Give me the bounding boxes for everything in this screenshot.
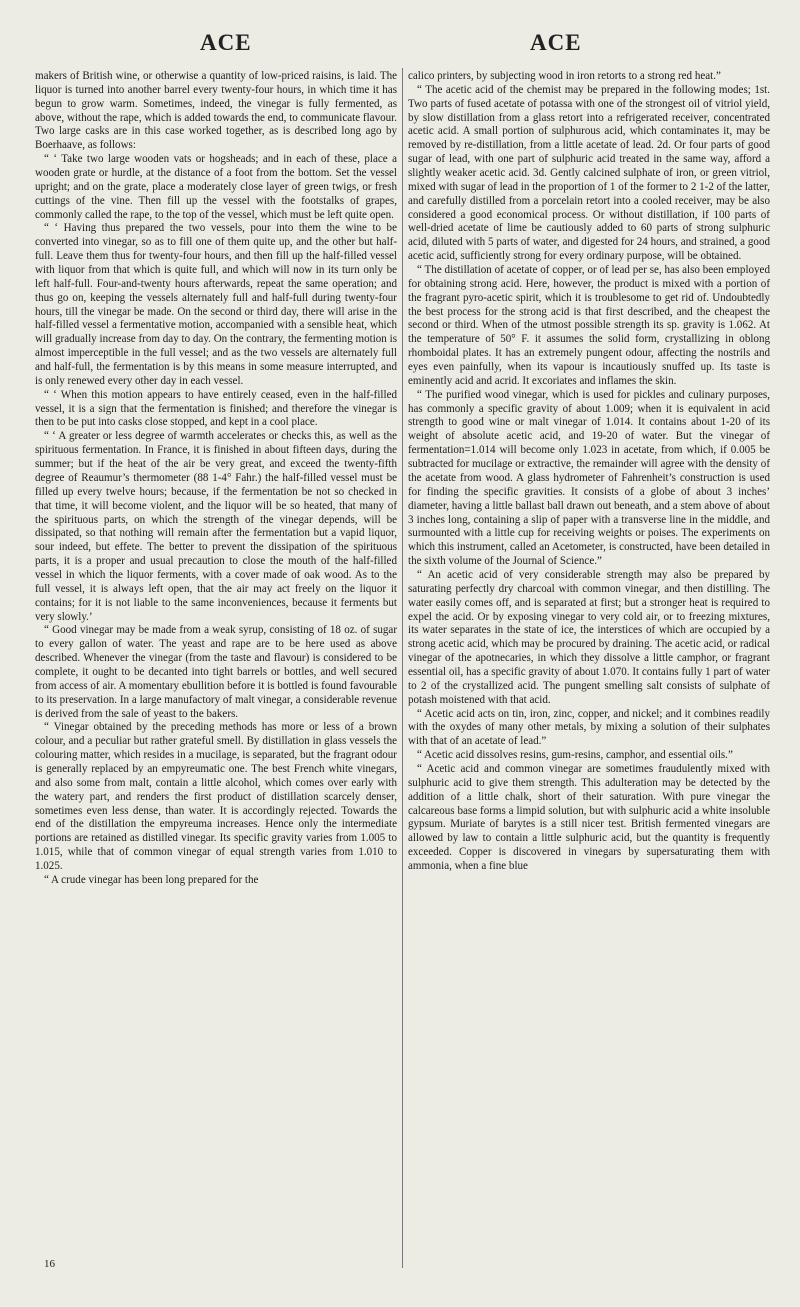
running-head-left: ACE: [200, 30, 252, 55]
paragraph: “ Acetic acid dissolves resins, gum-resins, camphor, and essential oils.”: [417, 749, 733, 762]
right-column: [408, 70, 770, 874]
paragraph: “ The acetic acid of the chemist may be prepared in the following modes; 1st. Two parts of fused acetate of potassa with one of the strongest oil of vitriol yield, by slow distillation from a glass retort into a refrigerated receiver, concentrated acetic acid. A small portion of sulphurous acid, which contaminates it, may be removed by re-distillation, from a little acetate of lead. 2d. Or four parts of good sugar of lead, with one part of sulphuric acid treated in the same way, afford a slightly weaker acetic acid. 3d. Gently calcined sulphate of iron, or green vitriol, mixed with sugar of lead in the proportion of 1 of the former to 2 1-2 of the latter, and carefully distilled from a porcelain retort into a cooled receiver, may be also considered a good economical process. Or without distillation, if 100 parts of well-dried acetate of lime be cautiously added to 60 parts of strong sulphuric acid, diluted with 5 parts of water, and digested for 24 hours, and strained, a good acetic acid, sufficiently strong for every ordinary purpose, will be obtained.: [408, 83, 770, 263]
paragraph: “ ‘ Having thus prepared the two vessels, pour into them the wine to be converted into vinegar, so as to fill one of them quite up, and the other but half-full. Leave them thus for twenty-four hours, and then fill up the half-filled vessel with liquor from that which is quite full, and which will now in its turn only be left half-full. Four-and-twenty hours afterwards, repeat the same operation; and thus go on, keeping the vessels alternately full and half-full during twenty-four hours, till the vinegar be made. On the second or third day, there will arise in the half-filled vessel a fermentative motion, accompanied with a sensible heat, which will gradually increase from day to day. On the contrary, the fermenting motion is almost imperceptible in the full vessel; and as the two vessels are alternately full and half-full, the fermentation is by this means in some measure interrupted, and is only renewed every other day in each vessel.: [35, 222, 397, 387]
paragraph: “ Acetic acid and common vinegar are sometimes fraudulently mixed with sulphuric acid to give them strength. This adulteration may be detected by the addition of a little chalk, short of their saturation. With pure vinegar the calcareous base forms a limpid solution, but with sulphuric acid a white insoluble gypsum. Muriate of barytes is a still nicer test. British fermented vinegars are allowed by law to contain a little sulphuric acid, but the quantity is frequently exceeded. Copper is discovered in vinegars by supersaturating them with ammonia, when a fine blue: [408, 762, 770, 872]
paragraph: makers of British wine, or otherwise a quantity of low-priced raisins, is laid. The liquor is turned into another barrel every twenty-four hours, in which time it has begun to grow warm. Sometimes, indeed, the vinegar is fully fermented, as above, without the rape, which is added towards the end, to communicate flavour. Two large casks are in this case worked together, as is described long ago by Boerhaave, as follows:: [35, 70, 397, 152]
signature-mark: 16: [44, 1258, 55, 1270]
paragraph: “ A crude vinegar has been long prepared for the: [44, 873, 259, 886]
paragraph: “ ‘ A greater or less degree of warmth accelerates or checks this, as well as the spirituous fermentation. In France, it is finished in about fifteen days, during the summer; but if the heat of the air be very great, and exceed the twenty-fifth degree of Reaumur’s thermometer (88 1-4° Fahr.) the half-filled vessel must be filled up every twelve hours; because, if the fermentation be not so checked in that time, it will become violent, and the liquor will be so heated, that many of the spirituous parts, on which the strength of the vinegar depends, will be dissipated, so that nothing will remain after the fermentation but a vapid liquor, sour indeed, but effete. The better to prevent the dissipation of the spirituous parts, it is a proper and usual precaution to close the mouth of the half-filled vessel in which the liquor ferments, with a cover made of oak wood. As to the full vessel, it is always left open, that the air may act freely on the liquor it contains; for it is not liable to the same inconveniences, because it ferments but very slowly.’: [35, 430, 397, 623]
paragraph: “ The purified wood vinegar, which is used for pickles and culinary purposes, has commonly a specific gravity of about 1.009; when it is equivalent in acid strength to good wine or malt vinegar of 1.014. It contains about 1-20 of its weight of absolute acetic acid, and 19-20 of water. But the vinegar of fermentation=1.014 will become only 1.023 in acetate, from which, if 0.005 be subtracted for mucilage or extractive, the remainder will agree with the density of the acetate from wood. A glass hydrometer of Fahrenheit’s construction is used for finding the specific gravities. It consists of a globe of about 3 inches’ diameter, having a little ballast ball drawn out beneath, and a stem above of about 3 inches long, containing a slip of paper with a transverse line in the middle, and surmounted with a little cup for receiving weights or poises. The experiments on which this instrument, called an Acetometer, is constructed, have been detailed in the sixth volume of the Journal of Science.”: [408, 388, 770, 568]
left-column: [35, 70, 397, 888]
column-divider: [402, 68, 403, 1268]
paragraph: calico printers, by subjecting wood in iron retorts to a strong red heat.”: [408, 70, 721, 82]
running-head-right: ACE: [530, 30, 582, 55]
paragraph: “ Vinegar obtained by the preceding methods has more or less of a brown colour, and a peculiar but rather grateful smell. By distillation in glass vessels the colouring matter, which resides in a mucilage, is separated, but the fragrant odour is generally replaced by an empyreumatic one. The best French white vinegars, and also some from malt, contain a little alcohol, which comes over early with the watery part, and renders the first product of distillation scarcely denser, sometimes even less dense, than water. It is accordingly rejected. Towards the end of the distillation the empyreuma increases. Hence only the intermediate portions are retained as distilled vinegar. Its specific gravity varies from 1.005 to 1.015, while that of common vinegar of equal strength varies from 1.010 to 1.025.: [35, 721, 397, 872]
paragraph: “ An acetic acid of very considerable strength may also be prepared by saturating perfectly dry charcoal with common vinegar, and then distilling. The water easily comes off, and is separated at first; but a stronger heat is required to expel the acid. Or by exposing vinegar to very cold air, or to freezing mixtures, its water separates in the state of ice, the interstices of which are occupied by a strong acetic acid, which may be procured by draining. The acetic acid, or radical vinegar of the apotnecaries, in which they dissolve a little camphor, or fragrant essential oil, has a specific gravity of about 1.070. It contains fully 1 part of water to 2 of the crystallized acid. The pungent smelling salt consists of sulphate of potash moistened with that acid.: [408, 568, 770, 706]
paragraph: “ Acetic acid acts on tin, iron, zinc, copper, and nickel; and it combines readily with the oxydes of many other metals, by mixing a solution of their sulphates with that of an acetate of lead.”: [408, 707, 770, 748]
paragraph: “ Good vinegar may be made from a weak syrup, consisting of 18 oz. of sugar to every gallon of water. The yeast and rape are to be here used as above described. Whenever the vinegar (from the taste and flavour) is considered to be complete, it ought to be decanted into tight barrels or bottles, and well secured from access of air. A momentary ebullition before it is bottled is found favourable to its preservation. In a large manufactory of malt vinegar, a considerable revenue is derived from the sale of yeast to the bakers.: [35, 624, 397, 720]
paragraph: “ ‘ Take two large wooden vats or hogsheads; and in each of these, place a wooden grate or hurdle, at the distance of a foot from the bottom. Set the vessel upright; and on the grate, place a moderately close layer of green twigs, or fresh cuttings of the vine. Then fill up the vessel with the footstalks of grapes, commonly called the rape, to the top of the vessel, which must be left quite open.: [35, 153, 397, 221]
paragraph: “ ‘ When this motion appears to have entirely ceased, even in the half-filled vessel, it is a sign that the fermentation is finished; and therefore the vinegar is then to be put into casks close stopped, and kept in a cool place.: [35, 388, 397, 429]
paragraph: “ The distillation of acetate of copper, or of lead per se, has also been employed for obtaining strong acid. Here, however, the product is mixed with a portion of the fragrant pyro-acetic spirit, which it is troublesome to get rid of. Undoubtedly the best process for the strong acid is that first described, and the cheapest the second or third. When of the utmost possible strength its sp. gravity is 1.062. At the temperature of 50° F. it assumes the solid form, crystallizing in oblong rhomboidal plates. It has an extremely pungent odour, affecting the nostrils and eyes even painfully, when its vapour is incautiously snuffed up. Its taste is eminently acid and acrid. It excoriates and inflames the skin.: [408, 264, 770, 387]
